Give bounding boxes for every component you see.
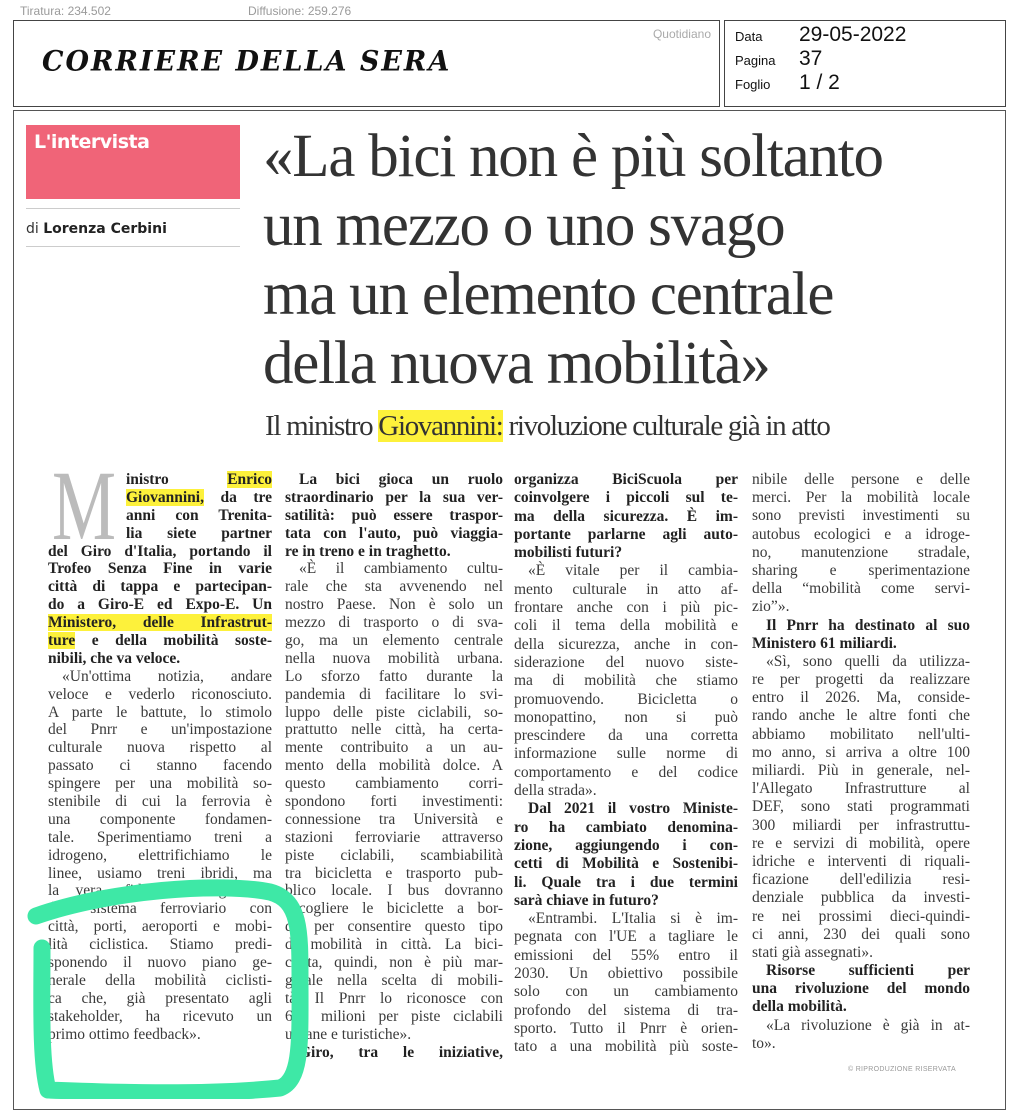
text-line: organizza BiciScuola per bbox=[514, 471, 738, 488]
data-label: Data bbox=[735, 29, 763, 44]
text-line: culturale nuova rispetto al bbox=[48, 739, 272, 757]
byline bbox=[26, 221, 167, 237]
text-line: della “mobilità come servi- bbox=[752, 580, 970, 598]
text-line: della strada». bbox=[514, 782, 597, 800]
answer-paragraph bbox=[752, 653, 970, 962]
text-line: do per consentire questo tipo bbox=[285, 918, 503, 936]
question-paragraph bbox=[752, 617, 970, 653]
text-line: Lo sforzo fatto durante la bbox=[285, 667, 503, 685]
text-line: 300 miliardi per infrastruttu- bbox=[752, 816, 970, 834]
text-line: ficazione dell'edilizia resi- bbox=[752, 871, 970, 889]
highlighted-text: Enrico bbox=[227, 471, 272, 488]
text-line: rando anche le altre fonti che bbox=[752, 707, 970, 725]
text-line bbox=[48, 632, 272, 650]
text-line: re e servizi di mobilità, opere bbox=[752, 834, 970, 852]
foglio-label: Foglio bbox=[735, 77, 771, 92]
text-line: tale. Sperimentiamo treni a bbox=[48, 828, 272, 846]
text-line: della mobilità. bbox=[752, 998, 847, 1016]
text-line: 2030. Un obiettivo possibile bbox=[514, 965, 738, 983]
text-column-3 bbox=[514, 471, 738, 1057]
text-line: emissioni del 55% entro il bbox=[514, 946, 738, 964]
text-line: promuovendo. Bicicletta o bbox=[514, 690, 738, 708]
text-line: miliardi. Più in generale, nel- bbox=[752, 762, 970, 779]
text-line: primo ottimo feedback». bbox=[48, 1025, 201, 1043]
diffusione: Diffusione: 259.276 bbox=[248, 4, 352, 18]
question-paragraph bbox=[285, 1044, 503, 1062]
text-line bbox=[48, 614, 272, 632]
answer-paragraph bbox=[514, 562, 738, 800]
text-line: nibile delle persone e delle bbox=[752, 471, 970, 488]
text-line: luppo delle piste ciclabili, so- bbox=[285, 703, 503, 721]
text-line: mento della mobilità dolce. A bbox=[285, 757, 503, 775]
question-paragraph bbox=[514, 800, 738, 910]
text-line: spingere per una mobilità so- bbox=[48, 775, 272, 793]
question-paragraph bbox=[48, 450, 272, 668]
divider bbox=[26, 208, 240, 209]
question-paragraph bbox=[514, 471, 738, 562]
text-line: satilità: può essere traspor- bbox=[285, 506, 503, 524]
text-line: rale che sta avvenendo nel bbox=[285, 578, 503, 596]
text-line: monopattino, non si può bbox=[514, 708, 738, 726]
divider bbox=[26, 246, 240, 247]
headline-line: un mezzo o uno svago bbox=[263, 192, 785, 259]
text-line: mento culturale in atto af- bbox=[514, 580, 738, 598]
publication-type: Quotidiano bbox=[652, 27, 711, 41]
text-line: l'Allegato Infrastrutture al bbox=[752, 780, 970, 798]
text-line: la vera sfida è l'integrazione bbox=[48, 882, 272, 900]
text-line: tato a una mobilità più soste- bbox=[514, 1038, 738, 1056]
copyright-notice: © RIPRODUZIONE RISERVATA bbox=[848, 1066, 956, 1073]
text-line: do a Giro-E ed Expo-E. Un bbox=[48, 596, 272, 614]
text-line: portante parlarne agli auto- bbox=[514, 525, 738, 543]
highlighted-text: Giovannini, bbox=[126, 488, 204, 506]
text-line: prescindere da una corretta bbox=[514, 727, 738, 745]
text-line: to». bbox=[752, 1034, 776, 1052]
headline bbox=[263, 122, 883, 398]
pagina-label: Pagina bbox=[735, 53, 776, 68]
text-line: mezzo di trasporto o di sva- bbox=[285, 614, 503, 632]
answer-paragraph bbox=[48, 668, 272, 1044]
answer-paragraph bbox=[752, 1017, 970, 1053]
text-line: «È vitale per il cambia- bbox=[528, 562, 738, 580]
text-line: tà. Il Pnrr lo riconosce con bbox=[285, 989, 503, 1007]
text-line: nella nuova mobilità urbana. bbox=[285, 649, 503, 667]
text-line: prattutto nelle città, ha certa- bbox=[285, 721, 503, 739]
text-line: mobilisti futuri? bbox=[514, 544, 623, 562]
text-line: del sistema ferroviario con bbox=[48, 900, 272, 918]
text-column-4 bbox=[752, 471, 970, 1053]
text-line: siderazione del nuovo siste- bbox=[514, 653, 738, 671]
text-line: zione, aggiungendo i con- bbox=[514, 836, 738, 854]
text-column-1 bbox=[48, 450, 272, 1044]
text-line: città di tappa e partecipan- bbox=[48, 578, 272, 596]
text-line: abbiamo mobilitato nell'ulti- bbox=[752, 725, 970, 743]
headline-line: «La bici non è più soltanto bbox=[263, 123, 883, 190]
highlighted-text: Ministero, delle Infrastrut- bbox=[48, 614, 272, 632]
byline-author: Lorenza Cerbini bbox=[43, 221, 167, 237]
text-line: autobus ecologici e a idroge- bbox=[752, 525, 970, 543]
kicker-banner bbox=[26, 125, 240, 199]
kicker-label: L'intervista bbox=[34, 131, 150, 153]
text-line bbox=[48, 471, 272, 489]
text-line: pandemia di facilitare lo svi- bbox=[285, 685, 503, 703]
text-line: stakeholder, ha ricevuto un bbox=[48, 1007, 272, 1025]
text-line: ca che, già presentato agli bbox=[48, 989, 272, 1007]
text-line: della sicurezza, anche in con- bbox=[514, 635, 738, 653]
text-line: ginale nella scelta di mobili- bbox=[285, 971, 503, 989]
text-line: sporto. Tutto il Pnrr è orien- bbox=[514, 1019, 738, 1037]
text-line: tata con l'auto, può viaggia- bbox=[285, 524, 503, 542]
text-line: questo cambiamento corri- bbox=[285, 775, 503, 793]
subhead-text: rivoluzione culturale già in atto bbox=[502, 410, 830, 442]
text-line: nerale della mobilità ciclisti- bbox=[48, 971, 272, 989]
text-line: «Un'ottima notizia, andare bbox=[62, 667, 272, 685]
text-line: solo con un cambiamento bbox=[514, 983, 738, 1001]
highlighted-text: ture bbox=[48, 632, 76, 650]
text-line: mente contribuito a un au- bbox=[285, 739, 503, 757]
answer-paragraph bbox=[514, 910, 738, 1056]
text-line: lia siete partner bbox=[126, 524, 272, 542]
text-line: tra bicicletta e trasporto pub- bbox=[285, 864, 503, 882]
text-line: profondo del sistema di tra- bbox=[514, 1001, 738, 1019]
question-paragraph bbox=[752, 962, 970, 1017]
text-line: re in treno e in traghetto. bbox=[285, 542, 451, 560]
text-line bbox=[48, 489, 272, 507]
text-line: mo anno, si arriva a oltre 100 bbox=[752, 743, 970, 761]
text-column-2 bbox=[285, 471, 503, 1061]
text-line: urbane e turistiche». bbox=[285, 1025, 412, 1043]
metadata-box bbox=[724, 20, 1006, 107]
text-line: cletta, quindi, non è più mar- bbox=[285, 954, 503, 972]
text-line: A parte le battute, lo stimolo bbox=[48, 703, 272, 721]
text-line: nibili, che va veloce. bbox=[48, 649, 181, 667]
text-line: DEF, sono stati programmati bbox=[752, 798, 970, 816]
headline-line: ma un elemento centrale bbox=[263, 261, 834, 328]
text-line: Trofeo Senza Fine in varie bbox=[48, 560, 272, 578]
question-paragraph bbox=[285, 471, 503, 560]
text-line: accogliere le biciclette a bor- bbox=[285, 900, 503, 918]
text-line: spondono forti investimenti: bbox=[285, 793, 503, 811]
text-line: re per progetti da realizzare bbox=[752, 671, 970, 689]
text-line: li. Quale tra i due termini bbox=[514, 873, 738, 891]
text-line: re nei prossimi dieci-quindi- bbox=[752, 907, 970, 925]
text-line: «La rivoluzione è già in at- bbox=[766, 1016, 970, 1034]
text-line: una componente fondamen- bbox=[48, 810, 272, 828]
text-line: cetti di Mobilità e Sostenibi- bbox=[514, 855, 738, 873]
text-line: ci anni, 230 dei quali sono bbox=[752, 925, 970, 943]
subhead-highlight: Giovannini: bbox=[378, 410, 503, 442]
text-line: frontare anche con i più pic- bbox=[514, 599, 738, 617]
text-line: idriche e interventi di riquali- bbox=[752, 852, 970, 870]
text-line: nostro Paese. Non è solo un bbox=[285, 596, 503, 614]
text-line: comportamento e del codice bbox=[514, 763, 738, 781]
text-line: blico locale. I bus dovranno bbox=[285, 882, 503, 900]
text-line: entro il 2026. Ma, conside- bbox=[752, 689, 970, 707]
text-line: piste ciclabili, scambiabilità bbox=[285, 846, 503, 864]
subheadline bbox=[265, 410, 830, 443]
text-line: «Sì, sono quelli da utilizza- bbox=[766, 652, 970, 670]
text-line: Giro, tra le iniziative, bbox=[299, 1043, 503, 1061]
text-line: straordinario per la sua ver- bbox=[285, 488, 503, 506]
text-line: go, ma un elemento centrale bbox=[285, 632, 503, 650]
tiratura: Tiratura: 234.502 bbox=[20, 4, 111, 18]
pagina-value: 37 bbox=[799, 47, 823, 70]
text-line: di mobilità in città. La bici- bbox=[285, 936, 503, 954]
text-line: 600 milioni per piste ciclabili bbox=[285, 1007, 503, 1025]
text-line: veloce e vederlo riconosciuto. bbox=[48, 685, 272, 703]
byline-prefix: di bbox=[26, 221, 39, 237]
text-line: La bici gioca un ruolo bbox=[299, 471, 503, 488]
text-segment: da tre bbox=[203, 488, 272, 506]
text-line: zio”». bbox=[752, 598, 790, 616]
text-line: ma della sicurezza. È im- bbox=[514, 507, 738, 525]
masthead-logo: CORRIERE DELLA SERA bbox=[42, 45, 452, 78]
text-line: connessione tra Università e bbox=[285, 810, 503, 828]
text-line: città, porti, aeroporti e mobi- bbox=[48, 918, 272, 936]
text-line: no, manutenzione stradale, bbox=[752, 543, 970, 561]
text-line: denziale pubblica da investi- bbox=[752, 889, 970, 907]
subhead-text: Il ministro bbox=[265, 410, 379, 442]
text-segment: e della mobilità soste- bbox=[75, 632, 272, 650]
drop-cap: M bbox=[52, 450, 117, 561]
text-line: idrogeno, elettrifichiamo le bbox=[48, 846, 272, 864]
answer-paragraph bbox=[752, 471, 970, 617]
text-line: anni con Trenita- bbox=[126, 506, 272, 524]
text-segment: inistro bbox=[126, 471, 228, 488]
text-line: sarà chiave in futuro? bbox=[514, 891, 659, 909]
text-line: ma di mobilità che stiamo bbox=[514, 672, 738, 690]
text-line: Ministero 61 miliardi. bbox=[752, 634, 897, 652]
text-line: passato ci stanno facendo bbox=[48, 757, 272, 775]
text-line: sponendo il nuovo piano ge- bbox=[48, 954, 272, 972]
text-line: informazione sulle norme di bbox=[514, 745, 738, 763]
answer-paragraph bbox=[285, 560, 503, 1043]
text-line: linee, usiamo treni ibridi, ma bbox=[48, 864, 272, 882]
text-line: pegnata con l'UE a tagliare le bbox=[514, 928, 738, 946]
text-line: stazioni ferroviarie attraverso bbox=[285, 828, 503, 846]
text-line: «Entrambi. L'Italia si è im- bbox=[528, 910, 738, 928]
text-line: lità ciclistica. Stiamo predi- bbox=[48, 936, 272, 954]
text-line: Dal 2021 il vostro Ministe- bbox=[528, 800, 738, 818]
text-line: coinvolgere i piccoli sul te- bbox=[514, 489, 738, 507]
foglio-value: 1 / 2 bbox=[799, 71, 840, 94]
text-line: Risorse sufficienti per bbox=[766, 962, 970, 980]
text-line: Il Pnrr ha destinato al suo bbox=[766, 616, 970, 634]
text-line: «È il cambiamento cultu- bbox=[299, 560, 503, 578]
text-line: sharing e sperimentazione bbox=[752, 561, 970, 579]
text-line: coli il tema della mobilità e bbox=[514, 617, 738, 635]
headline-line: della nuova mobilità» bbox=[263, 330, 770, 397]
data-value: 29-05-2022 bbox=[799, 23, 907, 46]
text-line: merci. Per la mobilità locale bbox=[752, 489, 970, 507]
text-line: del Pnrr e un'impostazione bbox=[48, 721, 272, 739]
text-line: stenibile di cui la ferrovia è bbox=[48, 793, 272, 811]
text-line: ro ha cambiato denomina- bbox=[514, 818, 738, 836]
text-line: del Giro d'Italia, portando il bbox=[48, 542, 272, 560]
text-line: una rivoluzione del mondo bbox=[752, 980, 970, 998]
text-line: stati già assegnati». bbox=[752, 943, 873, 961]
text-line: sono previsti investimenti su bbox=[752, 507, 970, 525]
